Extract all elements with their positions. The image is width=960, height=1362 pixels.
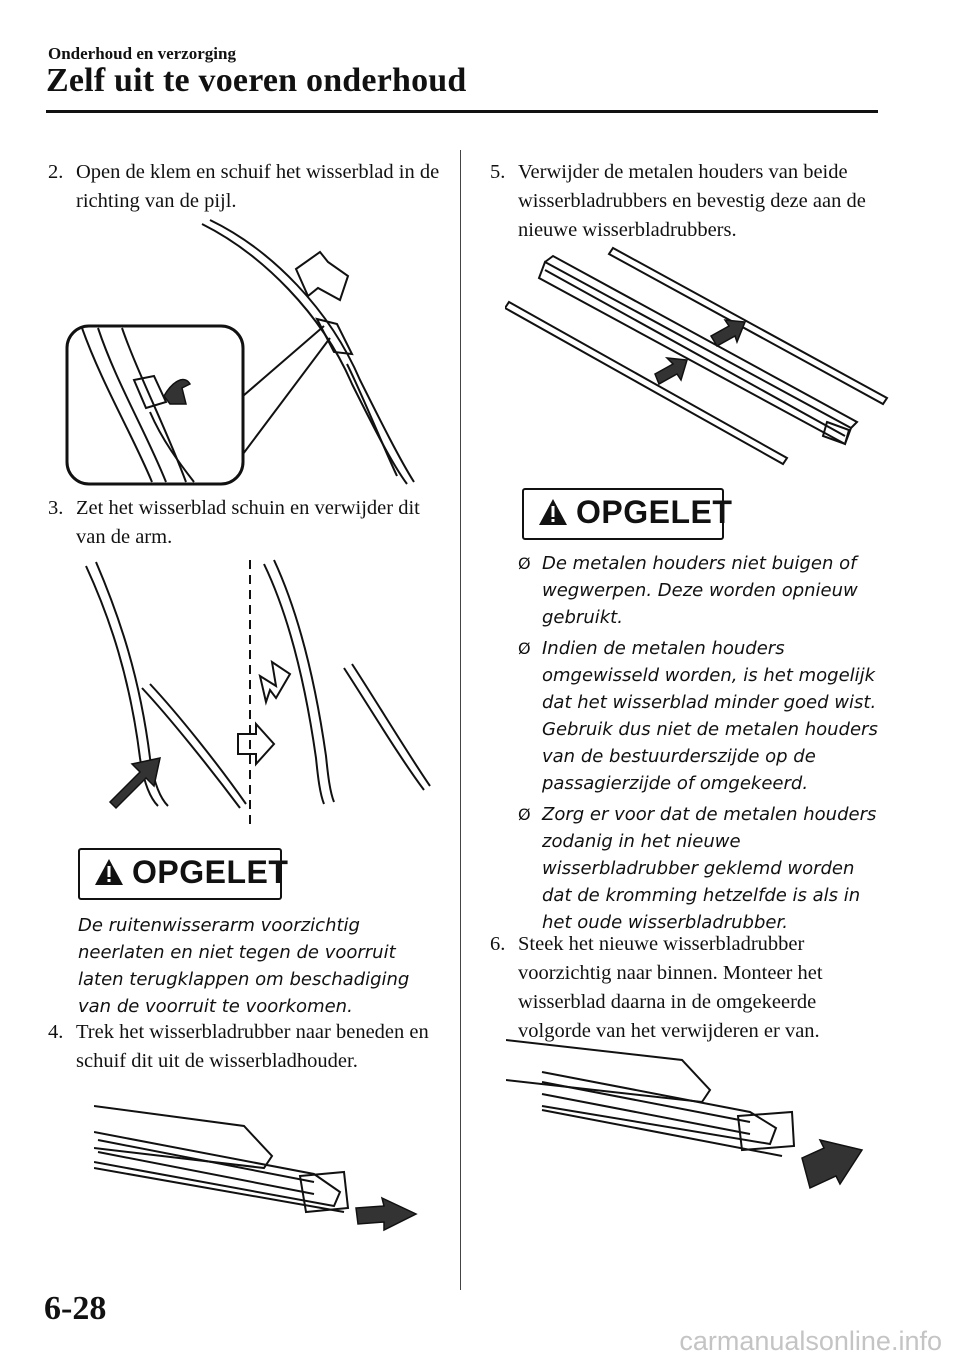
- step-text: Zet het wisserblad schuin en verwijder dit van de arm.: [76, 497, 420, 548]
- caution-label: OPGELET: [132, 854, 289, 890]
- section-heading: Onderhoud en verzorging: [48, 44, 236, 63]
- step-number: 6.: [490, 933, 506, 955]
- page-title: Zelf uit te voeren onderhoud: [46, 62, 467, 99]
- caution-label: OPGELET: [576, 494, 733, 530]
- step-number: 2.: [48, 161, 64, 183]
- step-6: [490, 930, 880, 1046]
- caution-label-box: [78, 848, 289, 900]
- metal-holders-illustration: [505, 244, 890, 466]
- bullet-marker: Ø: [518, 639, 531, 658]
- caution-bullet: [518, 635, 878, 797]
- step-2: [48, 158, 448, 216]
- bullet-marker: Ø: [518, 805, 531, 824]
- step-4: [48, 1018, 448, 1076]
- caution-bullet: [518, 801, 878, 936]
- bullet-marker: Ø: [518, 554, 531, 573]
- step-5: [490, 158, 880, 245]
- bullet-text: De metalen houders niet buigen of wegwerpen. Deze worden opnieuw gebruikt.: [542, 553, 858, 628]
- bullet-text: Indien de metalen houders omgewisseld worden, is het mogelijk dat het wisserblad minder goed wist. Gebruik dus niet de metalen houders van de bestuurderszijde op de passagierzijde of omgekeerd.: [542, 638, 878, 794]
- step-text: Steek het nieuwe wisserbladrubber voorzichtig naar binnen. Monteer het wisserblad daarna in de omgekeerde volgorde van het verwijderen er van.: [518, 933, 823, 1042]
- warning-icon: [538, 498, 568, 526]
- wiper-removal-illustration: [80, 558, 440, 828]
- page-number: 6-28: [44, 1290, 107, 1327]
- wiper-clip-illustration: [62, 214, 452, 492]
- bullet-text: Zorg er voor dat de metalen houders zodanig in het nieuwe wisserbladrubber geklemd worden dat de kromming hetzelfde is als in het oude wisserbladrubber.: [542, 804, 877, 933]
- step-3: [48, 494, 448, 552]
- rubber-install-illustration: [506, 1036, 866, 1196]
- step-number: 4.: [48, 1021, 64, 1043]
- caution-bullet: [518, 550, 878, 631]
- step-number: 3.: [48, 497, 64, 519]
- caution-text: De ruitenwisserarm voorzichtig neerlaten en niet tegen de voorruit laten terugklappen om beschadiging van de voorruit te voorkomen.: [78, 915, 410, 1017]
- caution-label-box: [522, 488, 733, 540]
- watermark: carmanualsonline.info: [679, 1326, 942, 1356]
- step-text: Open de klem en schuif het wisserblad in de richting van de pijl.: [76, 161, 440, 212]
- warning-icon: [94, 858, 124, 886]
- title-rule: [46, 110, 878, 113]
- step-text: Verwijder de metalen houders van beide wisserbladrubbers en bevestig deze aan de nieuwe wisserbladrubbers.: [518, 161, 866, 241]
- rubber-removal-illustration: [94, 1096, 424, 1246]
- caution-bullets: [518, 550, 878, 936]
- step-number: 5.: [490, 161, 506, 183]
- step-text: Trek het wisserbladrubber naar beneden en schuif dit uit de wisserbladhouder.: [76, 1021, 429, 1072]
- column-separator: [460, 150, 461, 1290]
